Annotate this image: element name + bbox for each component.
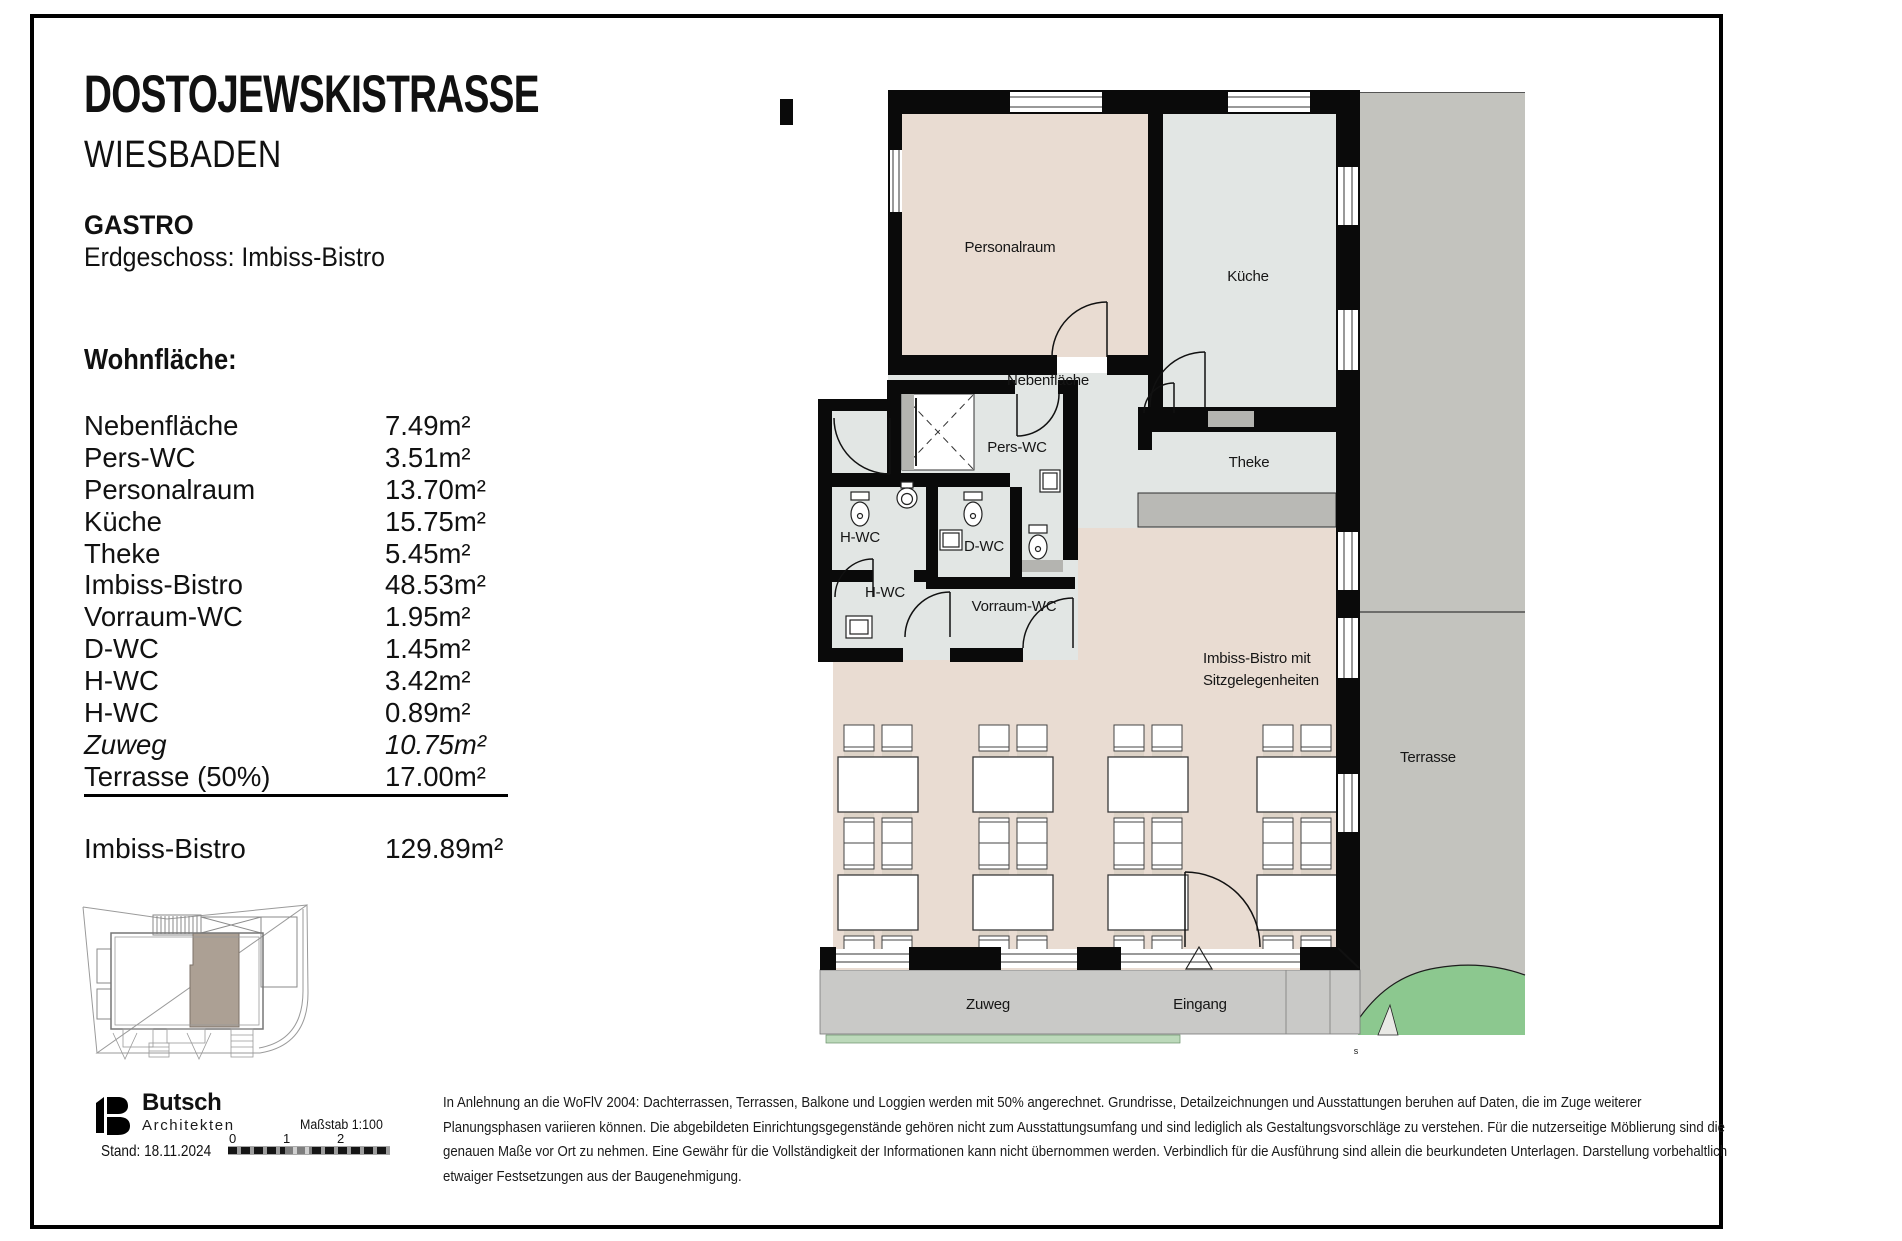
area-value: 7.49m² bbox=[385, 410, 471, 441]
area-value: 5.45m² bbox=[385, 537, 471, 569]
area-value: 15.75m² bbox=[385, 505, 486, 537]
floor-plan bbox=[730, 80, 1530, 1056]
room-label-pers-wc: Pers-WC bbox=[987, 439, 1047, 456]
area-table bbox=[84, 410, 514, 793]
area-total-row bbox=[84, 833, 544, 865]
area-value: 13.70m² bbox=[385, 473, 486, 505]
project-category: GASTRO bbox=[84, 210, 194, 240]
area-row-zuweg bbox=[84, 729, 514, 761]
area-label: Terrasse (50%) bbox=[84, 760, 271, 792]
area-total-value: 129.89m² bbox=[385, 833, 504, 864]
room-label-nebenflaeche: Nebenfläche bbox=[1006, 372, 1090, 389]
room-personalraum bbox=[902, 110, 1148, 357]
area-table-rule bbox=[84, 794, 508, 797]
scale-label: Maßstab 1:100 bbox=[300, 1117, 383, 1132]
logo-title: Butsch bbox=[142, 1089, 222, 1116]
perswc-lintel bbox=[1022, 560, 1063, 572]
section-marker: s bbox=[1353, 1046, 1359, 1056]
theke-counter bbox=[1138, 493, 1336, 527]
area-value: 0.89m² bbox=[385, 697, 471, 729]
page-subtitle-city: WIESBADEN bbox=[84, 134, 282, 176]
label-eingang: Eingang bbox=[1173, 996, 1227, 1013]
room-label-terrasse: Terrasse bbox=[1400, 749, 1456, 766]
room-label-vorraum-wc: Vorraum-WC bbox=[971, 598, 1057, 615]
room-label-personalraum: Personalraum bbox=[964, 239, 1056, 256]
area-label: Zuweg bbox=[84, 728, 167, 760]
area-row bbox=[84, 506, 514, 538]
disclaimer-line: Planungsphasen variieren können. Die abgebildeten Einrichtungsgegenstände gehören nicht zum Ausstattungsumfang und sind lediglich als Gestaltungsvorschläge zu verstehen. Für die nutzerseitige Möblierung sind die bbox=[443, 1118, 1725, 1136]
area-row bbox=[84, 474, 514, 506]
area-row bbox=[84, 697, 514, 729]
area-total-label: Imbiss-Bistro bbox=[84, 833, 246, 864]
area-value: 17.00m² bbox=[385, 760, 486, 792]
room-label-kueche: Küche bbox=[1227, 268, 1269, 285]
scale-bar-segment bbox=[228, 1147, 285, 1154]
area-value: 10.75m² bbox=[385, 728, 486, 760]
room-label-h-wc-1: H-WC bbox=[839, 529, 881, 546]
label-zuweg: Zuweg bbox=[965, 996, 1011, 1013]
room-label-d-wc: D-WC bbox=[963, 538, 1005, 555]
area-label: H-WC bbox=[84, 697, 159, 729]
area-label: Nebenfläche bbox=[84, 410, 239, 441]
green-strip bbox=[826, 1035, 1180, 1043]
architect-logo-text bbox=[142, 1091, 235, 1133]
room-label-theke: Theke bbox=[1228, 454, 1270, 471]
area-label: D-WC bbox=[84, 633, 159, 665]
area-label: Personalraum bbox=[84, 473, 256, 505]
area-row bbox=[84, 442, 514, 474]
area-row bbox=[84, 633, 514, 665]
walkway bbox=[820, 970, 1360, 1034]
area-value: 3.51m² bbox=[385, 441, 471, 473]
room-kueche bbox=[1163, 110, 1336, 407]
area-row bbox=[84, 665, 514, 697]
area-label: Vorraum-WC bbox=[84, 601, 243, 633]
area-value: 3.42m² bbox=[385, 665, 471, 697]
room-label-imbiss-line1: Imbiss-Bistro mit bbox=[1203, 650, 1311, 667]
area-value: 1.95m² bbox=[385, 601, 471, 633]
scale-tick: 1 bbox=[283, 1131, 291, 1146]
logo-subtitle: Architekten bbox=[142, 1117, 235, 1134]
area-label: Imbiss-Bistro bbox=[84, 569, 243, 601]
room-label-imbiss-line2: Sitzgelegenheiten bbox=[1203, 672, 1319, 689]
site-key-plan bbox=[75, 893, 310, 1075]
area-value: 48.53m² bbox=[385, 569, 486, 601]
terrace-band bbox=[1358, 92, 1525, 1035]
area-label: Pers-WC bbox=[84, 441, 196, 473]
area-label: Theke bbox=[84, 537, 161, 569]
architect-logo-icon bbox=[88, 1093, 134, 1137]
floor-description: Erdgeschoss: Imbiss-Bistro bbox=[84, 242, 385, 272]
disclaimer bbox=[443, 1091, 1902, 1189]
area-label: H-WC bbox=[84, 665, 159, 697]
area-label: Küche bbox=[84, 505, 162, 537]
room-label-h-wc-2: H-WC bbox=[864, 584, 906, 601]
kueche-hatch bbox=[1208, 411, 1254, 427]
scale-bar-segment bbox=[285, 1147, 312, 1154]
disclaimer-line: In Anlehnung an die WoFlV 2004: Dachterrassen, Terrassen, Balkone und Loggien werden mit 50% angerechnet. Grundrisse, Detailzeichnungen und Ausstattungen beruhen auf Daten, die im Zuge weiterer bbox=[443, 1094, 1642, 1111]
area-row bbox=[84, 538, 514, 570]
area-row bbox=[84, 410, 514, 442]
disclaimer-line: genauen Maße vor Ort zu nehmen. Eine Gewähr für die Vollständigkeit der Informationen kann nicht übernommen werden. Verbindlich für die Ausführung sind allein die beurkundeten Unterlagen. Darstellung vorbehaltlich bbox=[443, 1143, 1728, 1160]
scale-bar bbox=[228, 1146, 390, 1155]
scale-bar-segment bbox=[312, 1147, 390, 1154]
scale-tick: 0 bbox=[229, 1131, 237, 1146]
page-title: DOSTOJEWSKISTRASSE bbox=[84, 65, 539, 124]
scale-tick: 2 bbox=[337, 1131, 345, 1146]
plan-date: Stand: 18.11.2024 bbox=[101, 1143, 212, 1160]
shower bbox=[902, 394, 974, 470]
area-value: 1.45m² bbox=[385, 633, 471, 665]
area-row bbox=[84, 601, 514, 633]
area-table-heading: Wohnfläche: bbox=[84, 344, 237, 376]
disclaimer-line: etwaiger Festsetzungen aus der Baugenehmigung. bbox=[443, 1167, 742, 1185]
area-row-terrasse bbox=[84, 761, 514, 793]
area-row bbox=[84, 569, 514, 601]
